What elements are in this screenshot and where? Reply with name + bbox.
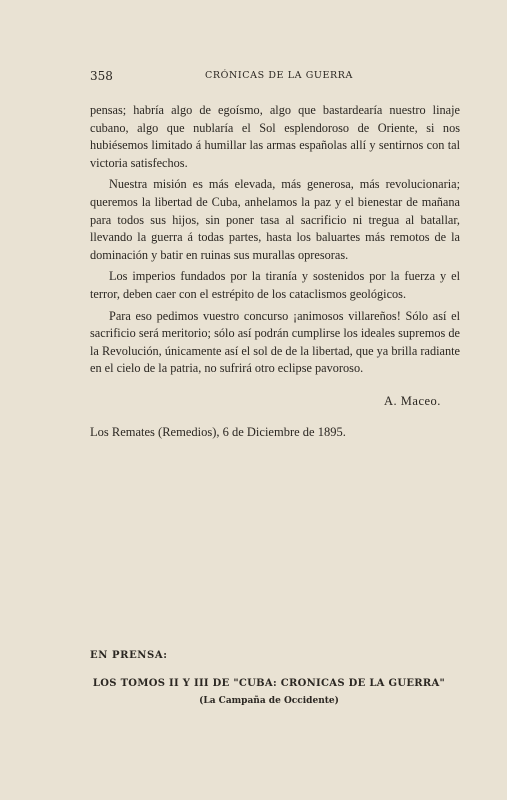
running-head bbox=[90, 69, 435, 83]
paragraph-2: Nuestra misión es más elevada, más generosa, más revolucionaria; queremos la libertad de Cuba, anhelamos la paz y el bienestar de mañana para todos sus hijos, sin poner tasa al sacrificio ni tregua al batallar, llevando la guerra á todas partes, hasta los baluartes más remotos de la dominación y batir en ruinas sus murallas opresoras. bbox=[90, 177, 460, 262]
paragraph-3: Los imperios fundados por la tiranía y sostenidos por la fuerza y el terror, deben caer con el estrépito de los cataclismos geológicos. bbox=[90, 269, 460, 301]
body-text bbox=[90, 102, 460, 378]
press-heading: EN PRENSA: bbox=[90, 650, 168, 661]
press-note: (La Campaña de Occidente) bbox=[199, 696, 339, 706]
signature: A. Maceo. bbox=[384, 394, 441, 408]
running-title: CRÓNICAS DE LA GUERRA bbox=[205, 70, 353, 81]
paragraph-4: Para eso pedimos vuestro concurso ¡animosos villareños! Sólo así el sacrificio será meritorio; sólo así podrán cumplirse los ideales supremos de la Revolución, únicamente así el sol de de la libertad, que ya brilla radiante en el cielo de la patria, no sufrirá otro eclipse pavoroso. bbox=[90, 308, 460, 376]
page-number: 358 bbox=[90, 69, 113, 83]
dateline: Los Remates (Remedios), 6 de Diciembre de 1895. bbox=[90, 425, 346, 439]
paragraph-1: pensas; habría algo de egoísmo, algo que bastardearía nuestro linaje cubano, algo que nublaría el Sol esplendoroso de Oriente, si nos hubiésemos limitado á humillar las armas españolas allí y sentirnos con tal victoria satisfechos. bbox=[90, 103, 460, 170]
press-item: LOS TOMOS II Y III DE "CUBA: CRONICAS DE LA GUERRA" bbox=[92, 678, 446, 689]
